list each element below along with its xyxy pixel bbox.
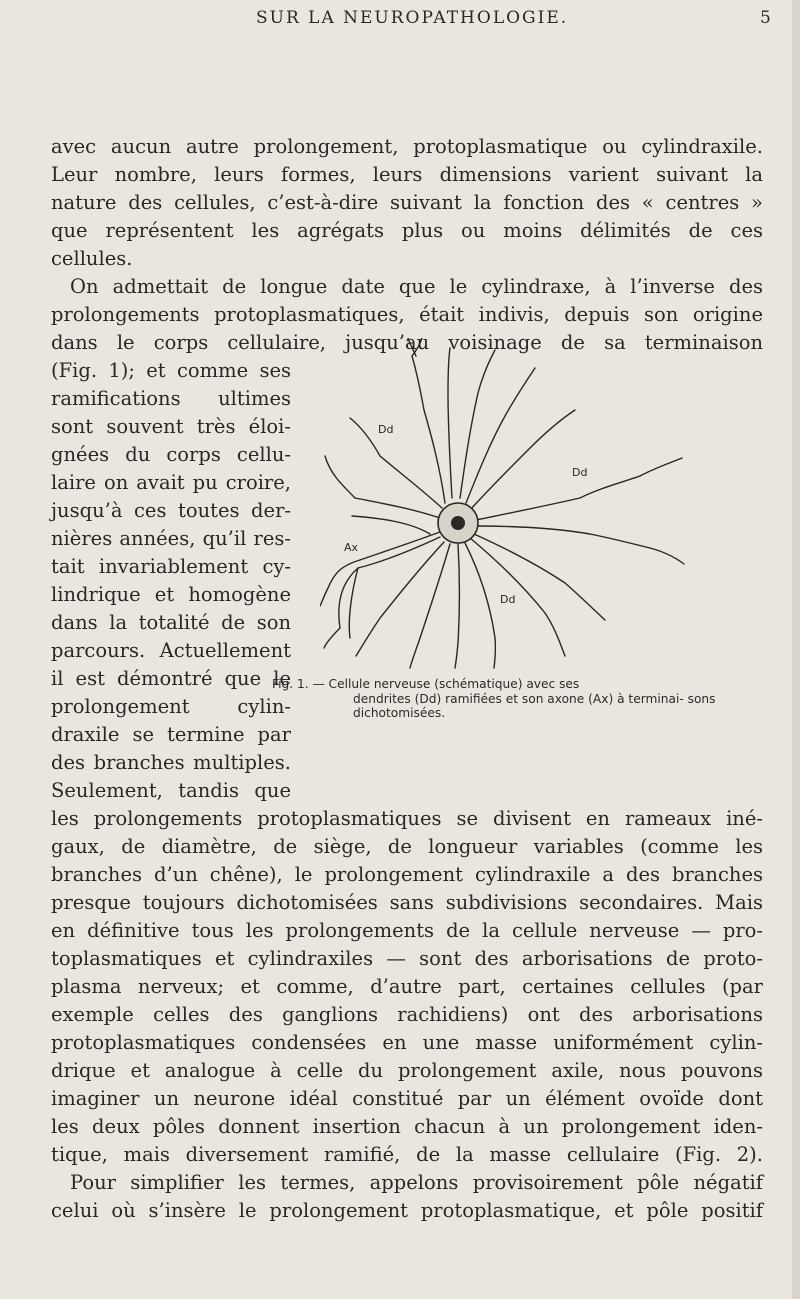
text-line: draxile se termine par xyxy=(51,723,291,746)
running-title: SUR LA NEUROPATHOLOGIE. xyxy=(256,8,569,28)
nerve-cell-illustration xyxy=(320,338,690,670)
text-line: Leur nombre, leurs formes, leurs dimensions varient suivant la xyxy=(51,163,763,186)
caption-first-line: Fig. 1. — Cellule nerveuse (schématique) avec ses xyxy=(272,677,580,691)
text-line: drique et analogue à celle du prolongement axile, nous pouvons xyxy=(51,1059,763,1082)
text-line: toplasmatiques et cylindraxiles — sont des arborisations de proto- xyxy=(51,947,763,970)
text-line: les prolongements protoplasmatiques se divisent en rameaux iné- xyxy=(51,807,763,830)
text-line: tique, mais diversement ramifié, de la masse cellulaire (Fig. 2). xyxy=(51,1143,763,1166)
text-line: des branches multiples. xyxy=(51,751,291,774)
text-line: avec aucun autre prolongement, protoplasmatique ou cylindraxile. xyxy=(51,135,763,158)
text-line: ramifications ultimes xyxy=(51,387,291,410)
text-line: nature des cellules, c’est-à-dire suivant la fonction des « centres » xyxy=(51,191,763,214)
text-line: imaginer un neurone idéal constitué par un élément ovoïde dont xyxy=(51,1087,763,1110)
text-line: Pour simplifier les termes, appelons provisoirement pôle négatif xyxy=(70,1171,763,1194)
text-line: celui où s’insère le prolongement protoplasmatique, et pôle positif xyxy=(51,1199,763,1222)
text-line: parcours. Actuellement xyxy=(51,639,291,662)
text-line: Seulement, tandis que xyxy=(51,779,291,802)
text-line: nières années, qu’il res- xyxy=(51,527,291,550)
text-line: (Fig. 1); et comme ses xyxy=(51,359,291,382)
text-line: il est démontré que le xyxy=(51,667,291,690)
text-line: On admettait de longue date que le cylindraxe, à l’inverse des xyxy=(70,275,763,298)
text-line: jusqu’à ces toutes der- xyxy=(51,499,291,522)
text-line: protoplasmatiques condensées en une masse uniformément cylin- xyxy=(51,1031,763,1054)
text-line: tait invariablement cy- xyxy=(51,555,291,578)
text-line: presque toujours dichotomisées sans subdivisions secondaires. Mais xyxy=(51,891,763,914)
cell-nucleus xyxy=(451,516,465,530)
text-line: cellules. xyxy=(51,247,133,270)
text-line: gaux, de diamètre, de siège, de longueur variables (comme les xyxy=(51,835,763,858)
page-number: 5 xyxy=(760,8,771,28)
label-dd-right: Dd xyxy=(572,466,588,479)
text-line: plasma nerveux; et comme, d’autre part, certaines cellules (par xyxy=(51,975,763,998)
text-line: dans la totalité de son xyxy=(51,611,291,634)
text-line: laire on avait pu croire, xyxy=(51,471,291,494)
text-line: prolongement cylin- xyxy=(51,695,291,718)
text-line: sont souvent très éloi- xyxy=(51,415,291,438)
label-ax: Ax xyxy=(344,541,359,554)
caption-continuation: dendrites (Dd) ramifiées et son axone (Ax) à terminai- sons dichotomisées. xyxy=(353,691,716,721)
text-line: branches d’un chêne), le prolongement cylindraxile a des branches xyxy=(51,863,763,886)
figure-caption xyxy=(272,677,772,721)
label-dd-bottom: Dd xyxy=(500,593,516,606)
text-line: en définitive tous les prolongements de la cellule nerveuse — pro- xyxy=(51,919,763,942)
text-line: que représentent les agrégats plus ou moins délimités de ces xyxy=(51,219,763,242)
text-line: gnées du corps cellu- xyxy=(51,443,291,466)
text-line: lindrique et homogène xyxy=(51,583,291,606)
text-line: dans le corps cellulaire, jusqu’au voisinage de sa terminaison xyxy=(51,331,763,354)
text-line: exemple celles des ganglions rachidiens) ont des arborisations xyxy=(51,1003,763,1026)
text-line: les deux pôles donnent insertion chacun à un prolongement iden- xyxy=(51,1115,763,1138)
label-dd-top: Dd xyxy=(378,423,394,436)
text-line: prolongements protoplasmatiques, était indivis, depuis son origine xyxy=(51,303,763,326)
page-edge xyxy=(792,0,800,1299)
